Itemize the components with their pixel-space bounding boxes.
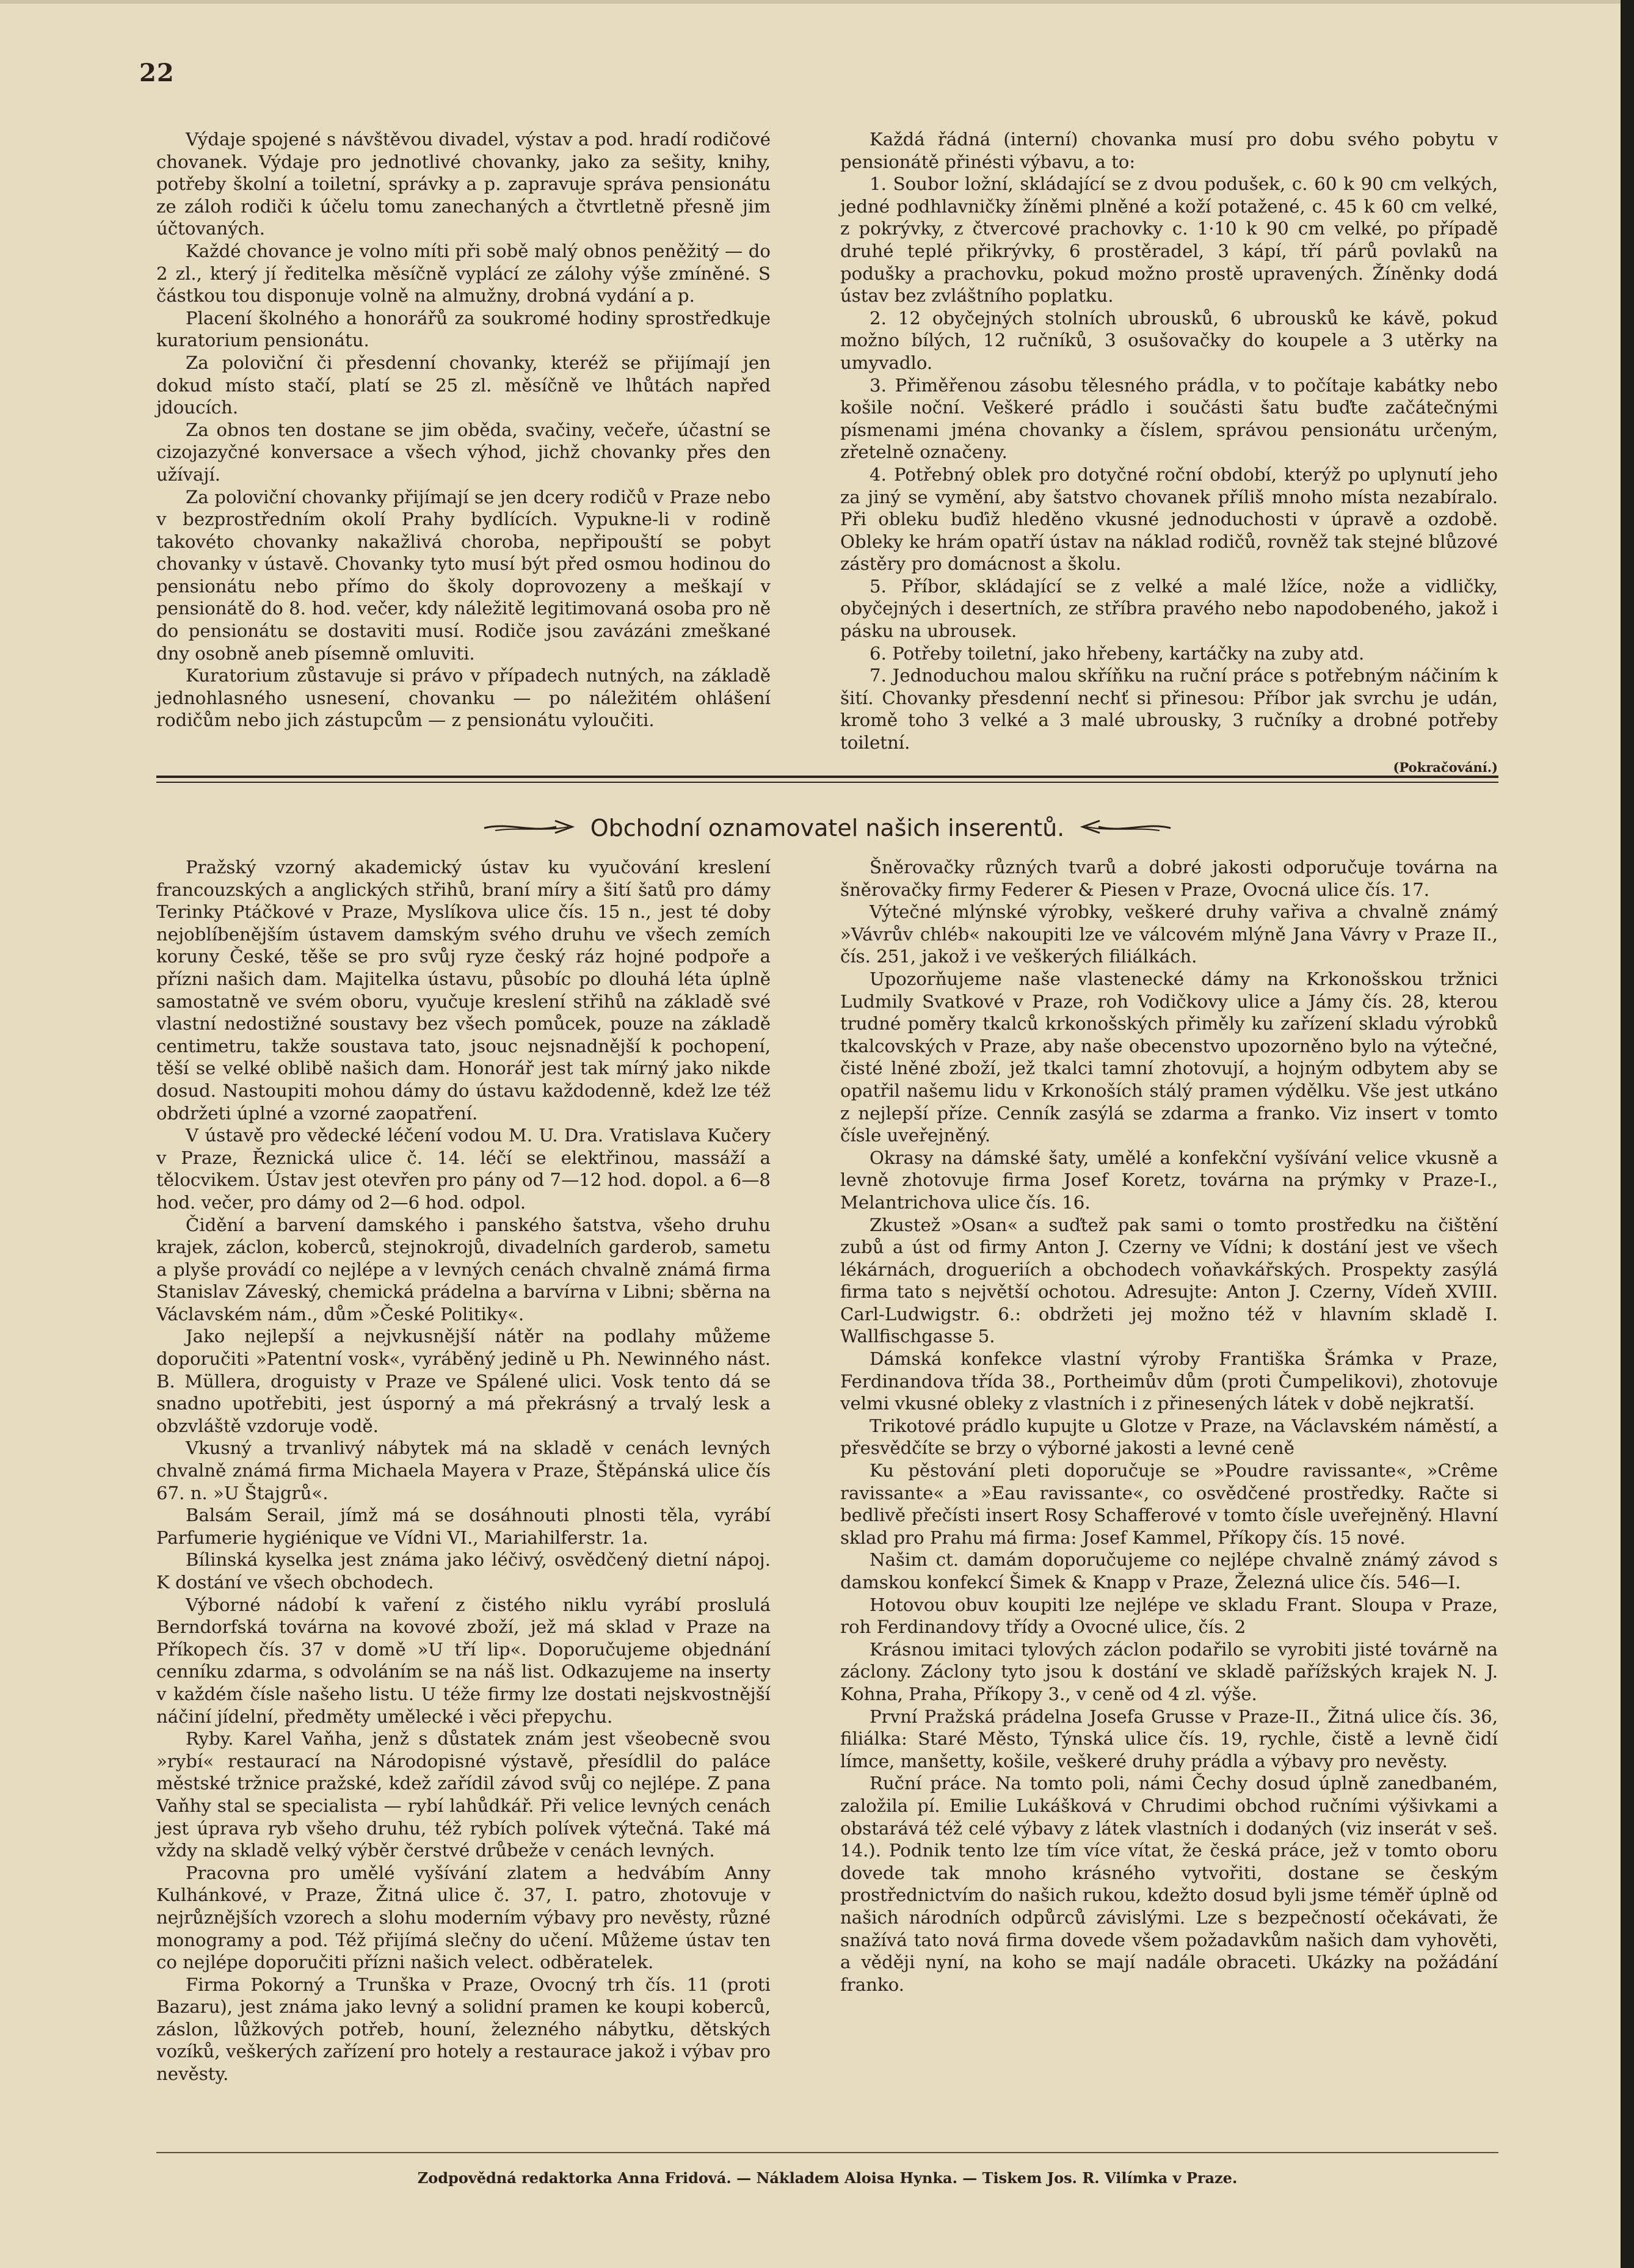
advert-paragraph: Ruční práce. Na tomto poli, námi Čechy dosud úplně zanedbaném, založila pí. Emilie Lukášková v Chrudimi obchod ručními výšivkami a obstarává též celé výbavy z látek vlastních i dodaných (viz inserát v seš. 14.). Podnik tento lze tím více vítat, že česká práce, jež v tomto oboru dovede tak mnoho krásného vytvořiti, dostane se českým prostřednictvím do našich rukou, kdežto dosud byli jsme téměř úplně od našich národních odpůrců závislými. Lze s bezpečností očekávati, že snažívá tato nová firma dovede všem požadavkům našich dam vyhověti, a věději nyní, na koho se mají nadále obraceti. Ukázky na požádání franko. — [840, 1773, 1498, 1995]
advert-paragraph: Hotovou obuv koupiti lze nejlépe ve skladu Frant. Sloupa v Praze, roh Ferdinandovy třídy a Ovocné ulice, čís. 2 — [840, 1594, 1498, 1638]
lower-right-column — [840, 856, 1498, 1996]
advert-paragraph: Ryby. Karel Vaňha, jenž s důstatek znám jest všeobecně svou »rybí« restaurací na Národopisné výstavě, přesídlil do paláce městské tržnice pražské, kdež zařídil závod svůj co nejlépe. Z pana Vaňhy stal se specialista — rybí lahůdkář. Při velice levných cenách jest úprava ryb všeho druhu, též rybích polívek výtečná. Také má vždy na skladě velký výběr čerstvé drůbeže v cenách levných. — [156, 1728, 771, 1861]
advert-paragraph: Šněrovačky různých tvarů a dobré jakosti odporučuje továrna na šněrovačky firmy Federer & Piesen v Praze, Ovocná ulice čís. 17. — [840, 857, 1498, 900]
section-divider-thin — [156, 782, 1498, 783]
advert-paragraph: Jako nejlepší a nejvkusnější nátěr na podlahy můžeme doporučiti »Patentní vosk«, vyráběný jedině u Ph. Newinného nást. B. Müllera, droguisty v Praze ve Spálené ulici. Vosk tento dá se snadno upotřebiti, jest úsporný a má překrásný a trvalý lesk a obzvláště vzdoruje vodě. — [156, 1326, 771, 1436]
list-item: 4. Potřebný oblek pro dotyčné roční období, kterýž po uplynutí jeho za jiný se vymění, aby šatstvo chovanek příliš mnoho místa nezabíralo. Při obleku buďiž hleděno vkusné jednoduchosti v úpravě a ozdobě. Obleky ke hrám opatří ústav na náklad rodičů, rovněž tak stejné blůzové zástěry pro domácnost a školu. — [840, 463, 1498, 575]
arrow-swash-right-icon — [483, 815, 575, 841]
list-item: 3. Přiměřenou zásobu tělesného prádla, v to počítaje kabátky nebo košile noční. Veškeré prádlo i součásti šatu buďte začátečnými písmenami jména chovanky a číslem, správou pensionátu určeným, zřetelně označeny. — [840, 374, 1498, 463]
list-item: 5. Příbor, skládající se z velké a malé lžíce, nože a vidličky, obyčejných i desertních, ze stříbra pravého nebo napodobeného, jakož i pásku na ubrousek. — [840, 575, 1498, 642]
section-header — [156, 805, 1498, 851]
advert-paragraph: Zkustež »Osan« a suďtež pak sami o tomto prostředku na čištění zubů a úst od firmy Anton J. Czerny ve Vídni; k dostání jest ve všech lékárnách, drogueriích a obchodech voňavkářských. Prospekty zasýlá firma tato s největší ochotou. Adresujte: Anton J. Czerny, Vídeň XVIII. Carl-Ludwigstr. 6.: obdržeti jej možno též v hlavním skladě I. Wallfischgasse 5. — [840, 1214, 1498, 1347]
advert-paragraph: Dámská konfekce vlastní výroby Františka Šrámka v Praze, Ferdinandova třída 38., Portheimův dům (proti Čumpelikovi), zhotovuje velmi vkusné obleky z vlastních i z přinesených látek v době nejkratší. — [840, 1348, 1498, 1414]
list-item: 1. Soubor ložní, skládající se z dvou podušek, c. 60 k 90 cm velkých, jedné podhlavničky žíněmi plněné a koží potažené, c. 45 k 60 cm velké, z pokrývky, z čtvercové prachovky c. 1·10 k 90 cm velké, po případě druhé teplé přikrývky, 6 prostěradel, 3 kápí, tří párů povlaků na podušky a prachovku, pokud možno prostě upravených. Žíněnky dodá ústav bez zvláštního poplatku. — [840, 173, 1498, 307]
advert-paragraph: Bílinská kyselka jest známa jako léčivý, osvědčený dietní nápoj. K dostání ve všech obchodech. — [156, 1549, 771, 1593]
advert-paragraph: V ústavě pro vědecké léčení vodou M. U. Dra. Vratislava Kučery v Praze, Řeznická ulice č. 14. léčí se elektřinou, massáží a tělocvikem. Ústav jest otevřen pro pány od 7—12 hod. dopol. a 6—8 hod. večer, pro dámy od 2—6 hod. odpol. — [156, 1125, 771, 1213]
paragraph: Výdaje spojené s návštěvou divadel, výstav a pod. hradí rodičové chovanek. Výdaje pro jednotlivé chovanky, jako za sešity, knihy, potřeby školní a toiletní, správky a p. zapravuje správa pensionátu ze záloh rodiči k účelu tomu zanechaných a čtvrtletně přesně jim účtovaných. — [156, 129, 771, 239]
advert-paragraph: Výtečné mlýnské výrobky, veškeré druhy vařiva a chvalně známý »Vávrův chléb« nakoupiti lze ve válcovém mlýně Jana Vávry v Praze II., čís. 251, jakož i ve veškerých filiálkách. — [840, 901, 1498, 967]
arrow-swash-left-icon — [1080, 815, 1172, 841]
list-item: 6. Potřeby toiletní, jako hřebeny, kartáčky na zuby atd. — [870, 642, 1365, 664]
paragraph: Placení školného a honorářů za soukromé hodiny sprostředkuje kuratorium pensionátu. — [156, 307, 771, 351]
advert-paragraph: Výborné nádobí k vaření z čistého niklu vyrábí proslulá Berndorfská továrna na kovové zboží, jež má sklad v Praze na Příkopech čís. 37 v domě »U tří lip«. Doporučujeme objednání cenníku zdarma, s odvoláním se na náš list. Odkazujeme na inserty v každém čísle našeho listu. U téže firmy lze dostati nejskvostnější náčiní jídelní, předměty umělecké i věci přepychu. — [156, 1594, 771, 1727]
advert-paragraph: Okrasy na dámské šaty, umělé a konfekční vyšívání velice vkusně a levně zhotovuje firma Josef Koretz, továrna na prýmky v Praze-I., Melantrichova ulice čís. 16. — [840, 1147, 1498, 1213]
advert-paragraph: Ku pěstování pleti doporučuje se »Poudre ravissante«, »Crême ravissante« a »Eau ravissante«, co osvědčené prostředky. Račte si bedlivě přečísti insert Rosy Schafferové v tomto čísle uveřejněný. Hlavní sklad pro Prahu má firma: Josef Kammel, Příkopy čís. 15 nové. — [840, 1460, 1498, 1548]
paragraph: Za obnos ten dostane se jim oběda, svačiny, večeře, účastní se cizojazyčné konversace a všech výhod, jichž chovanky přes den užívají. — [156, 419, 771, 485]
advert-paragraph: Našim ct. damám doporučujeme co nejlépe chvalně známý závod s damskou konfekcí Šimek & Knapp v Praze, Železná ulice čís. 546—I. — [840, 1549, 1498, 1593]
advert-paragraph: Upozorňujeme naše vlastenecké dámy na Krkonošskou tržnici Ludmily Svatkové v Praze, roh Vodičkovy ulice a Jámy čís. 28, kterou trudné poměry tkalců krkonošských přiměly ku zařízení skladu výrobků tkalcovských v Praze, aby naše obecenstvo upozorněno bylo na výtečné, čisté lněné zboží, jež tkalci tamní zhotovují, a hojným odbytem aby se opatřil našemu lidu v Krkonoších stálý pramen výdělku. Vše jest utkáno z nejlepší příze. Cenník zasýlá se zdarma a franko. Viz insert v tomto čísle uveřejněný. — [840, 968, 1498, 1146]
lower-left-column — [156, 856, 771, 2085]
paragraph: Každá řádná (interní) chovanka musí pro dobu svého pobytu v pensionátě přinésti výbavu, a to: — [840, 129, 1498, 172]
advert-paragraph: Vkusný a trvanlivý nábytek má na skladě v cenách levných chvalně známá firma Michaela Mayera v Praze, Štěpánská ulice čís 67. n. »U Štajgrů«. — [156, 1437, 771, 1503]
upper-right-column — [840, 128, 1498, 779]
paragraph: Kuratorium zůstavuje si právo v případech nutných, na základě jednohlasného usnesení, chovanku — po náležitém ohlášení rodičům nebo jich zástupcům — z pensionátu vyloučiti. — [156, 665, 771, 731]
advert-paragraph: Pracovna pro umělé vyšívání zlatem a hedvábím Anny Kulhánkové, v Praze, Žitná ulice č. 37, I. patro, zhotovuje v nejrůznějších vzorech a slohu moderním výbavy pro nevěsty, různé monogramy a pod. Též přijímá slečny do učení. Můžeme ústav ten co nejlépe doporučiti přízni našich velect. odběratelek. — [156, 1862, 771, 1973]
list-item: 7. Jednoduchou malou skříňku na ruční práce s potřebným náčiním k šití. Chovanky přesdenní nechť si přinesou: Příbor jak svrchu je udán, kromě toho 3 velké a 3 malé ubrousky, 3 ručníky a drobné potřeby toiletní. — [840, 665, 1498, 754]
footer-divider — [156, 2152, 1498, 2153]
paragraph: Každé chovance je volno míti při sobě malý obnos peněžitý — do 2 zl., který jí ředitelka měsíčně vyplácí ze zálohy výše zmíněné. S částkou tou disponuje volně na almužny, drobná vydání a p. — [156, 240, 771, 307]
advert-paragraph: První Pražská prádelna Josefa Grusse v Praze-II., Žitná ulice čís. 36, filiálka: Staré Město, Týnská ulice čís. 19, rychle, čistě a levně čidí límce, manšetty, košile, veškeré druhy prádla a výbavy pro nevěsty. — [840, 1706, 1498, 1772]
paragraph: Za poloviční či přesdenní chovanky, kteréž se přijímají jen dokud místo stačí, platí se 25 zl. měsíčně ve lhůtách napřed jdoucích. — [156, 352, 771, 418]
advert-paragraph: Krásnou imitaci tylových záclon podařilo se vyrobiti jisté továrně na záclony. Záclony tyto jsou k dostání ve skladě pařížských krajek N. J. Kohna, Praha, Příkopy 3., v ceně od 4 zl. výše. — [840, 1638, 1498, 1704]
page-number: 22 — [139, 59, 175, 87]
advert-paragraph: Balsám Serail, jímž má se dosáhnouti plnosti těla, vyrábí Parfumerie hygiénique ve Vídni VI., Mariahilferstr. 1a. — [156, 1505, 771, 1548]
continued-note: (Pokračování.) — [1393, 759, 1498, 775]
list-item: 2. 12 obyčejných stolních ubrousků, 6 ubrousků ke kávě, pokud možno bílých, 12 ručníků, 3 osušovačky do koupele a 3 utěrky na umyvadlo. — [840, 307, 1498, 373]
upper-left-column — [156, 128, 771, 732]
section-divider-thick — [156, 776, 1498, 778]
scan-border — [1621, 0, 1634, 2268]
advert-paragraph: Firma Pokorný a Trunška v Praze, Ovocný trh čís. 11 (proti Bazaru), jest známa jako levný a solidní pramen ke koupi koberců, záslon, lůžkových potřeb, houní, železného nábytku, dětských vozíků, veškerých zařízení pro hotely a restaurace jakož i výbav pro nevěsty. — [156, 1974, 771, 2085]
paragraph: Za poloviční chovanky přijímají se jen dcery rodičů v Praze nebo v bezprostředním okolí Prahy bydlících. Vypukne-li v rodině takovéto chovanky nakažlivá choroba, nepřipouští se pobyt chovanky v ústavě. Chovanky tyto musí být před osmou hodinou do pensionátu nebo přímo do školy doprovozeny a meškají v pensionátě do 8. hod. večer, kdy náležitě legitimovaná osoba pro ně do pensionátu se dostaviti musí. Rodiče jsou zavázáni zmeškané dny osobně aneb písemně omluviti. — [156, 486, 771, 664]
imprint-footer: Zodpovědná redaktorka Anna Fridová. — Nákladem Aloisa Hynka. — Tiskem Jos. R. Vilímka v Praze. — [417, 2169, 1238, 2187]
section-title: Obchodní oznamovatel našich inserentů. — [590, 815, 1065, 841]
page-top-edge — [0, 0, 1621, 4]
advert-paragraph: Trikotové prádlo kupujte u Glotze v Praze, na Václavském náměstí, a přesvědčíte se brzy o výborné jakosti a levné ceně — [840, 1415, 1498, 1459]
advert-paragraph: Čidění a barvení damského i panského šatstva, všeho druhu krajek, záclon, koberců, stejnokrojů, divadelních garderob, sametu a plyše provádí co nejlépe a v levných cenách chvalně známá firma Stanislav Záveský, chemická prádelna a barvírna v Libni; sběrna na Václavském nám., dům »České Politiky«. — [156, 1214, 771, 1325]
advert-paragraph: Pražský vzorný akademický ústav ku vyučování kreslení francouzských a anglických střihů, braní míry a šití šatů pro dámy Terinky Ptáčkové v Praze, Myslíkova ulice čís. 15 n., jest té doby nejoblíbenějším ústavem damským svého druhu ve všech zemích koruny České, těše se pro svůj ryze český ráz hojné podpoře a přízni našich dam. Majitelka ústavu, působíc po dlouhá léta úplně samostatně ve svém oboru, vyučuje kreslení střihů na základě své vlastní nedostižné soustavy bez všech pomůcek, pouze na základě centimetru, takže soustava tato, jsouc nejsnadnější k pochopení, těší se velké oblibě našich dam. Honorář jest tak mírný jako nikde dosud. Nastoupiti mohou dámy do ústavu každodenně, kdež lze též obdržeti úplné a vzorné zaopatření. — [156, 857, 771, 1124]
